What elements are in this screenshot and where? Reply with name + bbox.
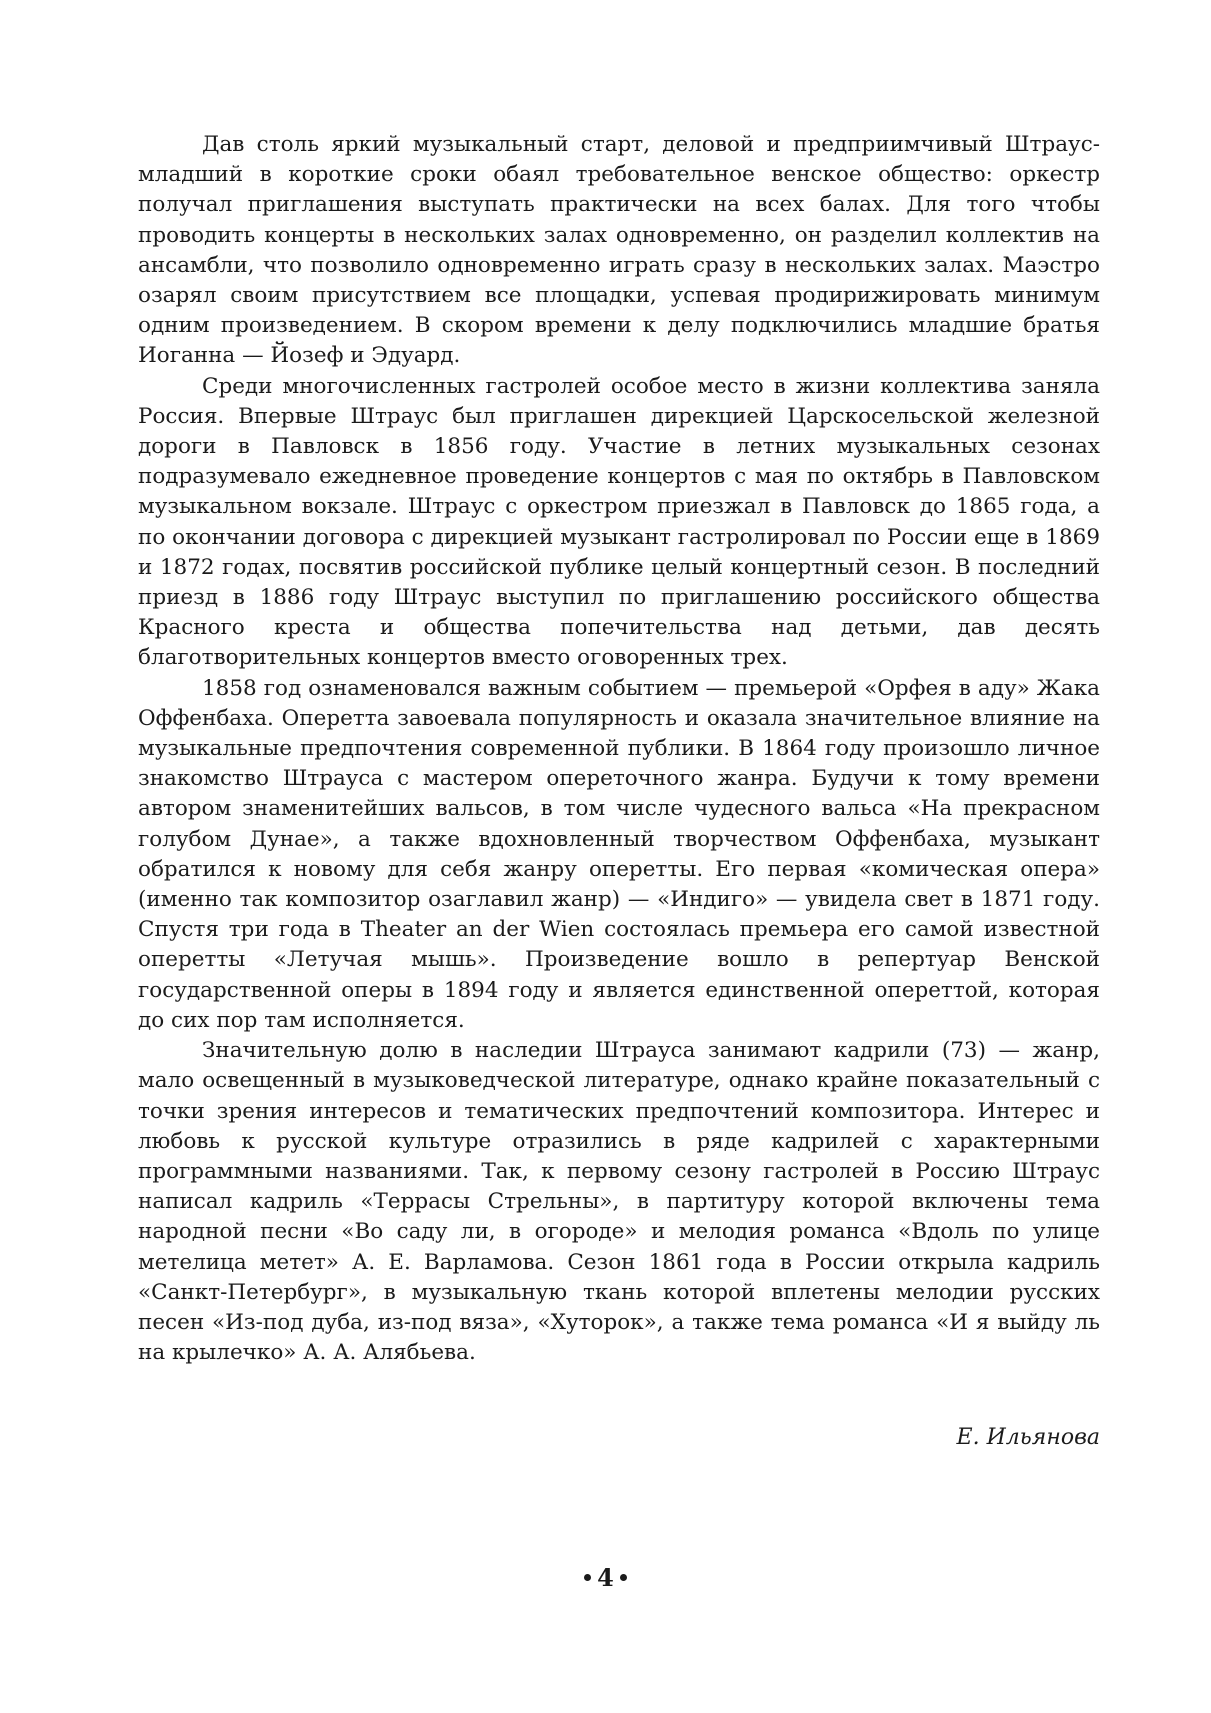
- author-signature: Е. Ильянова: [956, 1425, 1100, 1450]
- page-number-value: 4: [597, 1563, 614, 1592]
- bullet-dot-left: [584, 1574, 591, 1581]
- paragraph-4: Значительную долю в наследии Штрауса занимают кадрили (73) — жанр, мало освещенный в музыковедческой литературе, однако крайне показательный с точки зрения интересов и тематических предпочтений композитора. Интерес и любовь к русской культуре отразились в ряде кадрилей с характерными программными названиями. Так, к первому сезону гастролей в Россию Штраус написал кадриль «Террасы Стрельны», в партитуру которой включены тема народной песни «Во саду ли, в огороде» и мелодия романса «Вдоль по улице метелица метет» А. Е. Варламова. Сезон 1861 года в России открыла кадриль «Санкт-Петербург», в музыкальную ткань которой вплетены мелодии русских песен «Из-под дуба, из-под вяза», «Хуторок», а также тема романса «И я выйду ль на крылечко» А. А. Алябьева.: [138, 1038, 1100, 1366]
- paragraph-3: 1858 год ознаменовался важным событием — премьерой «Орфея в аду» Жака Оффенбаха. Оперетта завоевала популярность и оказала значительное влияние на музыкальные предпочтения современной публики. В 1864 году произошло личное знакомство Штрауса с мастером опереточного жанра. Будучи к тому времени автором знаменитейших вальсов, в том числе чудесного вальса «На прекрасном голубом Дунае», а также вдохновленный творчеством Оффенбаха, музыкант обратился к новому для себя жанру оперетты. Его первая «комическая опера» (именно так композитор озаглавил жанр) — «Индиго» — увидела свет в 1871 году. Спустя три года в Theater an der Wien состоялась премьера его самой известной оперетты «Летучая мышь». Произведение вошло в репертуар Венской государственной оперы в 1894 году и является единственной опереттой, которая до сих пор там исполняется.: [138, 675, 1100, 1033]
- bullet-dot-right: [620, 1574, 627, 1581]
- paragraph-2: Среди многочисленных гастролей особое место в жизни коллектива заняла Россия. Впервые Штраус был приглашен дирекцией Царскосельской железной дороги в Павловск в 1856 году. Участие в летних музыкальных сезонах подразумевало ежедневное проведение концертов с мая по октябрь в Павловском музыкальном вокзале. Штраус с оркестром приезжал в Павловск до 1865 года, а по окончании договора с дирекцией музыкант гастролировал по России еще в 1869 и 1872 годах, посвятив российской публике целый концертный сезон. В последний приезд в 1886 году Штраус выступил по приглашению российского общества Красного креста и общества попечительства над детьми, дав десять благотворительных концертов вместо оговоренных трех.: [138, 373, 1100, 671]
- article-body: [138, 130, 1100, 1368]
- paragraph-1: Дав столь яркий музыкальный старт, деловой и предприимчивый Штраус-младший в короткие сроки обаял требовательное венское общество: оркестр получал приглашения выступать практически на всех балах. Для того чтобы проводить концерты в нескольких залах одновременно, он разделил коллектив на ансамбли, что позволило одновременно играть сразу в нескольких залах. Маэстро озарял своим присутствием все площадки, успевая продирижировать минимум одним произведением. В скором времени к делу подключились младшие братья Иоганна — Йозеф и Эдуард.: [138, 132, 1100, 369]
- page-number: [0, 1563, 1211, 1592]
